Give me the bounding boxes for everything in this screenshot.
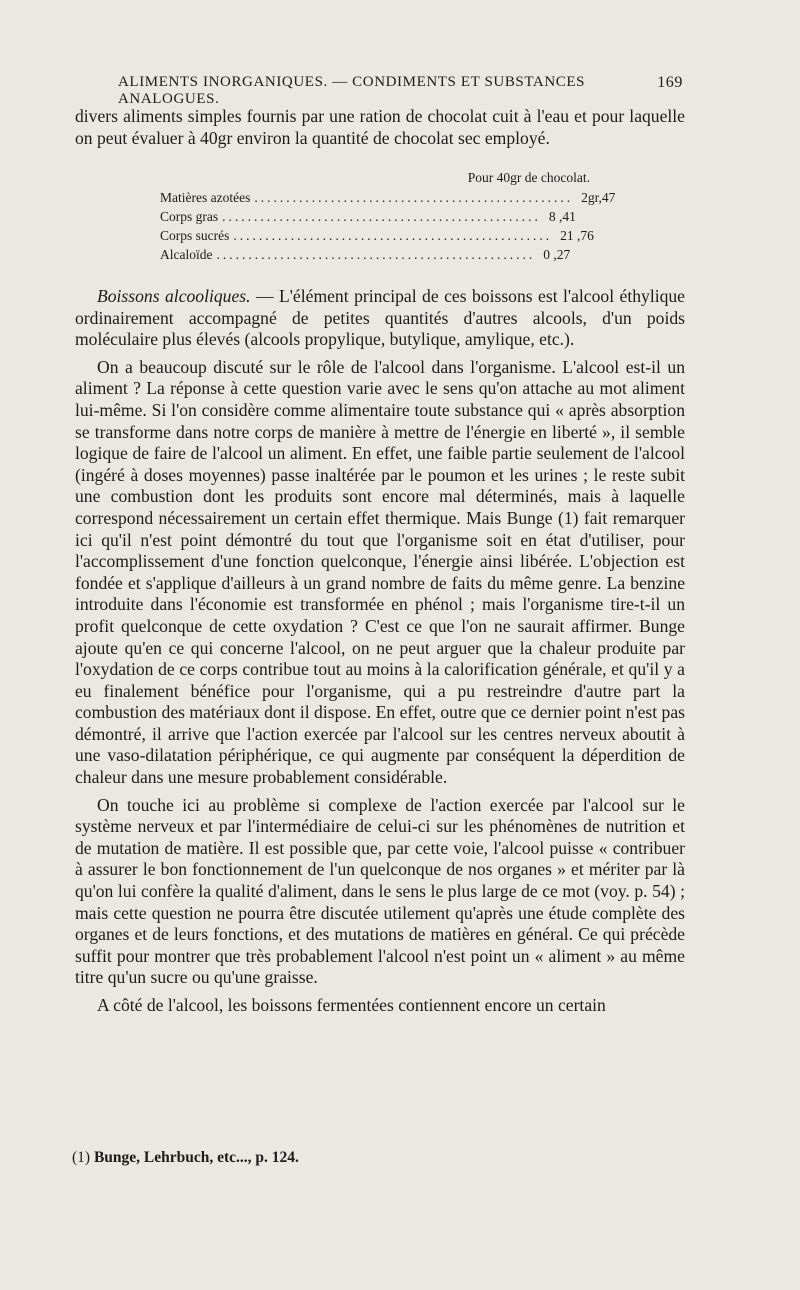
table-row-value: 0 ,27 (543, 247, 571, 262)
dot-leader: .................................................. (222, 209, 541, 224)
intro-paragraph (75, 106, 685, 149)
dot-leader: .................................................. (233, 228, 553, 243)
table-row (160, 247, 590, 266)
table-row-value: 21 ,76 (560, 228, 594, 243)
section-heading: Boissons alcooliques. (97, 286, 251, 306)
table-row-label: Alcaloïde (160, 247, 213, 262)
composition-table (160, 170, 616, 266)
table-row-label: Corps gras (160, 209, 219, 224)
paragraph: A côté de l'alcool, les boissons fermentées contiennent encore un certain (97, 995, 606, 1015)
table-column-header: Pour 40gr de chocolat. (467, 170, 590, 185)
footnote-marker: (1) (72, 1149, 91, 1166)
dot-leader: .................................................. (254, 190, 574, 205)
intro-text: divers aliments simples fournis par une ration de chocolat cuit à l'eau et pour laquelle on peut évaluer à 40gr environ la quantité de chocolat sec employé. (75, 106, 685, 148)
running-title: ALIMENTS INORGANIQUES. — CONDIMENTS ET SUBSTANCES ANALOGUES. (118, 74, 586, 107)
table-row-label: Corps sucrés (160, 228, 230, 243)
main-body (75, 286, 685, 1017)
table-row (160, 209, 590, 228)
table-row (160, 228, 594, 247)
page-number: 169 (657, 74, 683, 91)
paragraph-text: — L'élément principal de ces boissons est l'alcool éthylique ordinairement accompagné de petites quantités d'autres alcools, d'un poids moléculaire plus élevés (alcools propylique, butylique, amylique, etc.). (75, 286, 685, 350)
table-row-value: 8 ,41 (548, 209, 576, 224)
paragraph-alcoholic-drinks (75, 286, 685, 351)
table-row (160, 190, 616, 209)
footnote (72, 1149, 299, 1167)
table-row-label: Matières azotées (160, 190, 251, 205)
footnote-text: Bunge, Lehrbuch, etc..., p. 124. (93, 1149, 299, 1166)
table-row-value: 2gr,47 (581, 190, 616, 205)
paragraph: On a beaucoup discuté sur le rôle de l'alcool dans l'organisme. L'alcool est-il un aliment ? La réponse à cette question varie avec le sens qu'on attache au mot aliment lui-même. Si l'on considère comme alimentaire toute substance qui « après absorption se transforme dans notre corps de manière à mettre de l'énergie en liberté », il semble logique de faire de l'alcool un aliment. En effet, une faible partie seulement de l'alcool (ingéré à doses moyennes) passe inaltérée par le poumon et les urines ; le reste subit une combustion dont les produits sont encore mal déterminés, mais à laquelle correspond nécessairement un certain effet thermique. Mais Bunge (1) fait remarquer ici qu'il n'est point démontré du tout que l'organisme soit en état d'utiliser, pour l'accomplissement d'une fonction quelconque, l'énergie ainsi libérée. L'objection est fondée et s'applique d'ailleurs à un grand nombre de faits du même genre. La benzine introduite dans l'économie est transformée en phénol ; mais l'organisme tire-t-il un profit quelconque de cette oxydation ? C'est ce que l'on ne saurait affirmer. Bunge ajoute qu'en ce qui concerne l'alcool, on ne peut arguer que la chaleur produite par l'oxydation de ce corps contribue tout au moins à la calorification générale, et qu'il y a eu finalement bénéfice pour l'organisme, qui a pu restreindre d'autre part la combustion des matériaux dont il dispose. En effet, outre que ce dernier point n'est pas démontré, il arrive que l'action exercée par l'alcool sur les centres nerveux aboutit à une vaso-dilatation périphérique, ce qui augmente par conséquent la déperdition de chaleur dans une mesure probablement considérable. (75, 356, 685, 788)
running-header (118, 74, 683, 108)
dot-leader: .................................................. (216, 247, 536, 262)
paragraph: On touche ici au problème si complexe de l'action exercée par l'alcool sur le système nerveux et par l'intermédiaire de celui-ci sur les phénomènes de nutrition et de mutation de matière. Il est possible que, par cette voie, l'alcool puisse « contribuer à assurer le bon fonctionnement de l'un quelconque de nos organes » et mériter par là qu'on lui confère la qualité d'aliment, dans le sens le plus large de ce mot (voy. p. 54) ; mais cette question ne pourra être discutée utilement qu'après une étude complète des organes et de leurs fonctions, et des mutations de matières en général. Ce qui précède suffit pour montrer que très probablement l'alcool n'est point un « aliment » au même titre qu'un sucre ou qu'une graisse. (75, 794, 685, 988)
